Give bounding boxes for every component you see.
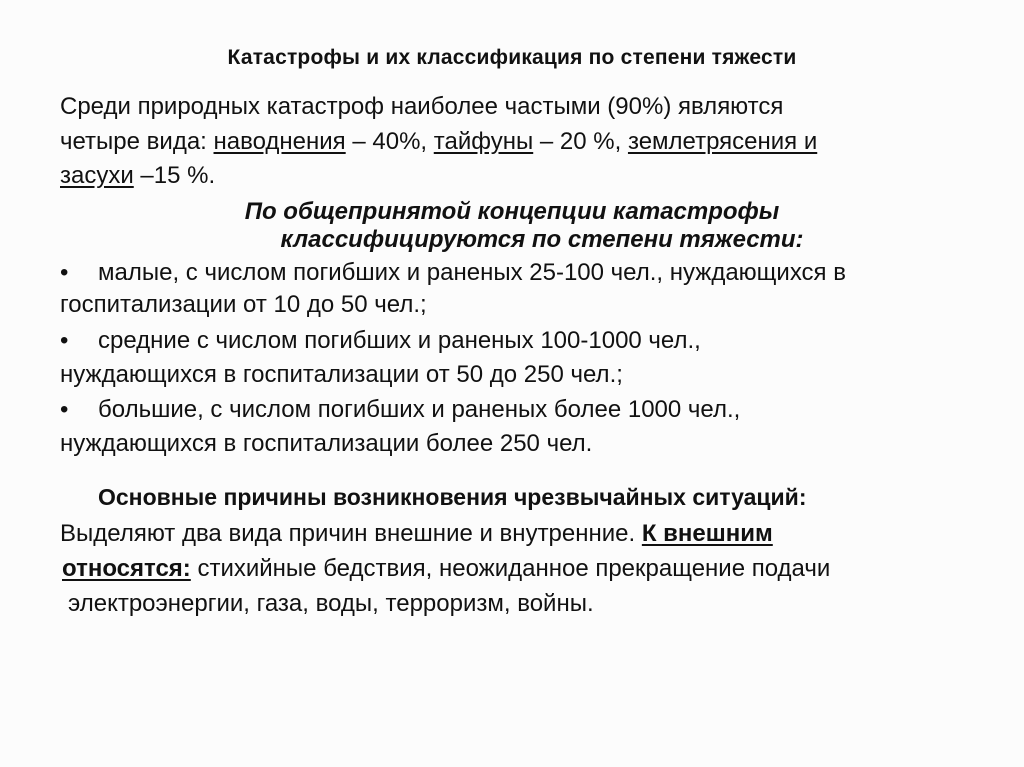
relate-term: относятся: (62, 555, 191, 582)
bullet-marker: • (60, 396, 69, 423)
causes-line-1 (60, 519, 773, 549)
bullet-2-text: средние с числом погибших и раненых 100-1000 чел., (98, 327, 701, 354)
intro-line-2 (60, 127, 817, 157)
flood-value: – 40%, (345, 128, 434, 155)
bullet-1-text: малые, с числом погибших и раненых 25-100 чел., нуждающихся в (98, 259, 846, 286)
drought-value: –15 %. (133, 162, 216, 189)
bullet-2-line-1 (60, 326, 701, 356)
earthquake-term: землетрясения и (627, 128, 818, 155)
typhoon-term: тайфуны (433, 128, 534, 155)
bullet-marker: • (60, 259, 69, 286)
bullet-1-line-2: госпитализации от 10 до 50 чел.; (60, 291, 427, 318)
drought-term: засухи (60, 162, 134, 189)
causes-text-1: Выделяют два вида причин внешние и внутренние. (60, 520, 642, 547)
slide-title: Катастрофы и их классификация по степени тяжести (227, 46, 797, 69)
bullet-marker: • (60, 327, 69, 354)
intro-line-1 (60, 92, 783, 122)
bullet-1-line-1 (60, 258, 846, 288)
bullet-3-line-1 (60, 395, 740, 425)
bullet-3-line-2: нуждающихся в госпитализации более 250 чел. (60, 430, 593, 457)
causes-line-2 (62, 554, 830, 584)
bullet-2-line-2: нуждающихся в госпитализации от 50 до 250 чел.; (60, 361, 623, 388)
bullet-3-text: большие, с числом погибших и раненых более 1000 чел., (98, 396, 741, 423)
flood-term: наводнения (213, 128, 346, 155)
external-causes-term: К внешним (641, 520, 773, 547)
intro-text-1: Среди природных катастроф наиболее частыми (90%) являются (60, 93, 784, 120)
classification-heading-line-2: классифицируются по степени тяжести: (280, 226, 804, 253)
intro-line-3 (60, 161, 215, 191)
causes-line-3: электроэнергии, газа, воды, терроризм, войны. (68, 590, 594, 617)
causes-heading: Основные причины возникновения чрезвычайных ситуаций: (98, 484, 807, 510)
classification-heading-line-1: По общепринятой концепции катастрофы (244, 198, 780, 225)
causes-text-2: стихийные бедствия, неожиданное прекращение подачи (190, 555, 831, 582)
intro-prefix: четыре вида: (60, 128, 214, 155)
typhoon-value: – 20 %, (533, 128, 628, 155)
